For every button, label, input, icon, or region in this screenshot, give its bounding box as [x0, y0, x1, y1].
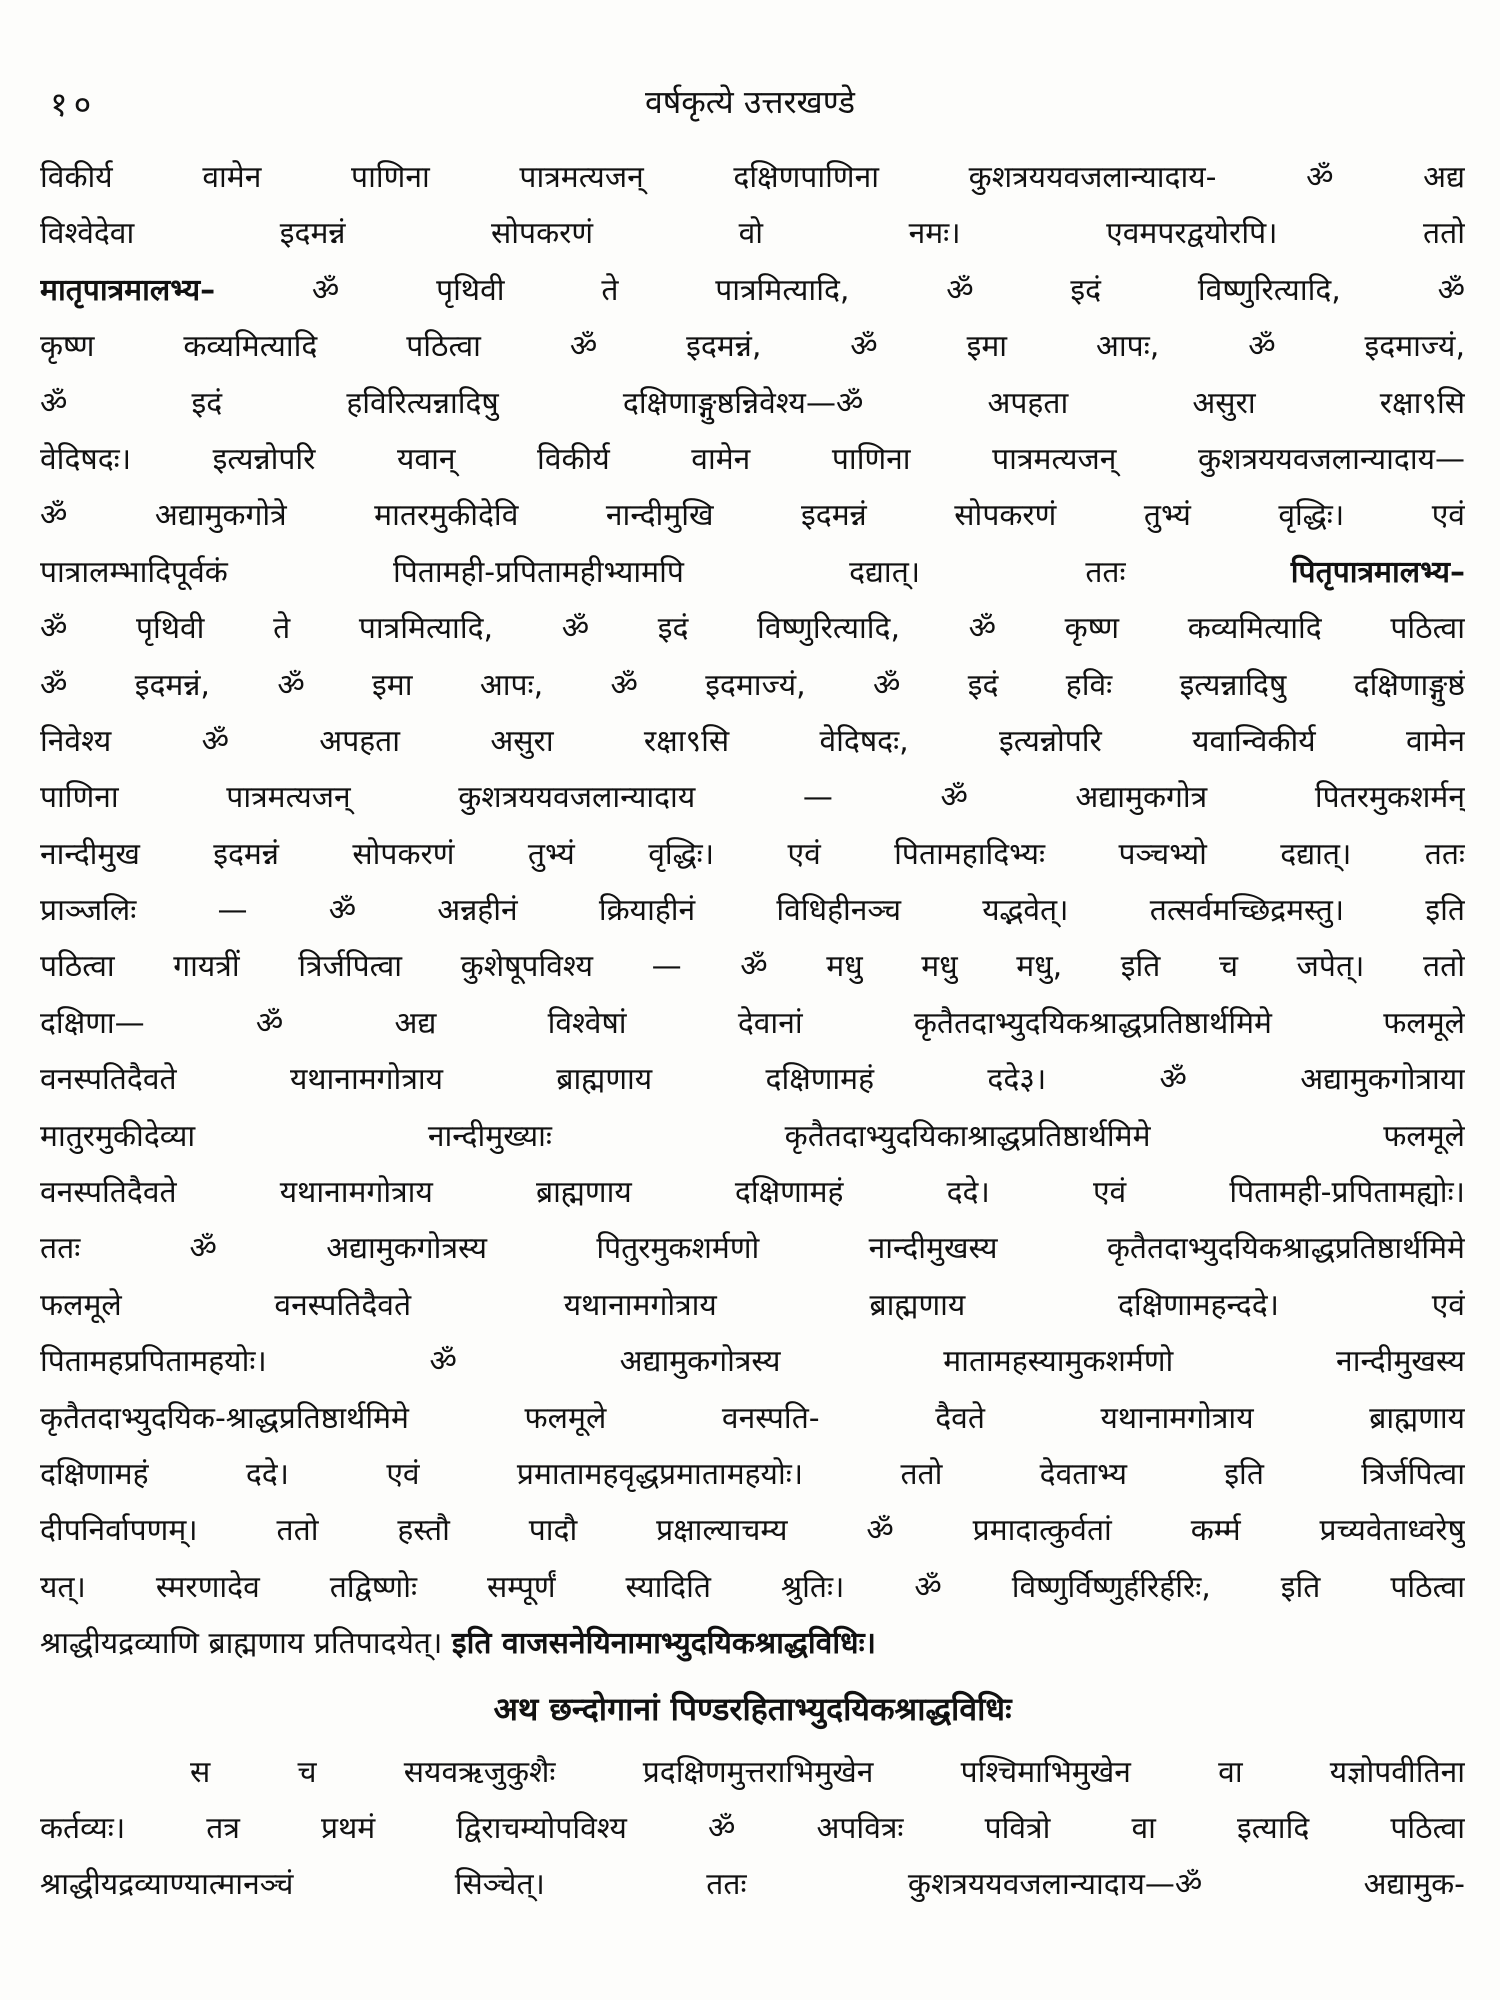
text-line: ॐ इदमन्नं, ॐ इमा आपः, ॐ इदमाज्यं, ॐ इदं हविः इत्यन्नादिषु दक्षिणाङ्गुष्ठं [40, 667, 1465, 703]
text-line: पठित्वा गायत्रीं त्रिर्जपित्वा कुशेषूपविश्य — ॐ मधु मधु मधु, इति च जपेत्। ततो [40, 949, 1465, 985]
body-text [40, 150, 1465, 1914]
text-line: ततः ॐ अद्यामुकगोत्रस्य पितुरमुकशर्मणो नान्दीमुखस्य कृतैतदाभ्युदयिकश्राद्धप्रतिष्ठार्थमिमे [40, 1231, 1465, 1267]
text-line: विश्वेदेवा इदमन्नं सोपकरणं वो नमः। एवमपरद्वयोरपि। ततो [40, 216, 1465, 252]
text-line: पितामहप्रपितामहयोः। ॐ अद्यामुकगोत्रस्य मातामहस्यामुकशर्मणो नान्दीमुखस्य [40, 1344, 1465, 1380]
text-line: नान्दीमुख इदमन्नं सोपकरणं तुभ्यं वृद्धिः। एवं पितामहादिभ्यः पञ्चभ्यो दद्यात्। ततः [40, 836, 1465, 872]
text-line: ॐ अद्यामुकगोत्रे मातरमुकीदेवि नान्दीमुखि इदमन्नं सोपकरणं तुभ्यं वृद्धिः। एवं [40, 498, 1465, 534]
subheading-pitri-patra: पितृपात्रमालभ्य– [1290, 554, 1465, 590]
text-line: पाणिना पात्रमत्यजन् कुशत्रययवजलान्यादाय — ॐ अद्यामुकगोत्र पितरमुकशर्मन् [40, 780, 1465, 816]
text-line: निवेश्य ॐ अपहता असुरा रक्षा९सि वेदिषदः, इत्यन्नोपरि यवान्विकीर्य वामेन [40, 723, 1465, 759]
text-line: फलमूले वनस्पतिदैवते यथानामगोत्राय ब्राह्मणाय दक्षिणामहन्ददे। एवं [40, 1287, 1465, 1323]
text-line [40, 263, 1465, 319]
text-line: मातुरमुकीदेव्या नान्दीमुख्याः कृतैतदाभ्युदयिकाश्राद्धप्रतिष्ठार्थमिमे फलमूले [40, 1118, 1465, 1154]
text-span: ॐ पृथिवी ते पात्रमित्यादि, ॐ इदं विष्णुरित्यादि, ॐ [215, 272, 1465, 308]
text-line [40, 1616, 1465, 1672]
text-line: स च सयवऋजुकुशैः प्रदक्षिणमुत्तराभिमुखेन पश्चिमाभिमुखेन वा यज्ञोपवीतिना [190, 1754, 1465, 1790]
text-line: कर्तव्यः। तत्र प्रथमं द्विराचम्योपविश्य ॐ अपवित्रः पवित्रो वा इत्यादि पठित्वा [40, 1810, 1465, 1846]
subheading-matri-patra: मातृपात्रमालभ्य– [40, 272, 216, 308]
text-line: वेदिषदः। इत्यन्नोपरि यवान् विकीर्य वामेन पाणिना पात्रमत्यजन् कुशत्रययवजलान्यादाय— [40, 441, 1465, 477]
text-line: वनस्पतिदैवते यथानामगोत्राय ब्राह्मणाय दक्षिणामहं ददे। एवं पितामही-प्रपितामह्योः। [40, 1175, 1465, 1211]
text-line: दीपनिर्वापणम्। ततो हस्तौ पादौ प्रक्षाल्याचम्य ॐ प्रमादात्कुर्वतां कर्म्म प्रच्यवेताध्वरेषु [40, 1513, 1465, 1549]
section-colophon: इति वाजसनेयिनामाभ्युदयिकश्राद्धविधिः। [451, 1626, 877, 1662]
page-header [40, 80, 1460, 140]
text-line: विकीर्य वामेन पाणिना पात्रमत्यजन् दक्षिणपाणिना कुशत्रययवजलान्यादाय- ॐ अद्य [40, 160, 1465, 195]
text-line: दक्षिणामहं ददे। एवं प्रमातामहवृद्धप्रमातामहयोः। ततो देवताभ्य इति त्रिर्जपित्वा [40, 1456, 1465, 1492]
text-line: कृष्ण कव्यमित्यादि पठित्वा ॐ इदमन्नं, ॐ इमा आपः, ॐ इदमाज्यं, [40, 329, 1465, 365]
section-heading: अथ छन्दोगानां पिण्डरहिताभ्युदयिकश्राद्धविधिः [493, 1689, 1012, 1728]
text-line [40, 545, 1465, 601]
text-line: यत्। स्मरणादेव तद्विष्णोः सम्पूर्णं स्यादिति श्रुतिः। ॐ विष्णुर्विष्णुर्हरिर्हरिः, इति पठित्वा [40, 1569, 1465, 1605]
text-line: ॐ पृथिवी ते पात्रमित्यादि, ॐ इदं विष्णुरित्यादि, ॐ कृष्ण कव्यमित्यादि पठित्वा [40, 611, 1465, 647]
text-span: पात्रालम्भादिपूर्वकं पितामही-प्रपितामहीभ्यामपि दद्यात्। ततः [40, 554, 1291, 590]
text-line: प्राञ्जलिः — ॐ अन्नहीनं क्रियाहीनं विधिहीनञ्च यद्भवेत्। तत्सर्वमच्छिद्रमस्तु। इति [40, 893, 1465, 929]
text-line: वनस्पतिदैवते यथानामगोत्राय ब्राह्मणाय दक्षिणामहं ददे३। ॐ अद्यामुकगोत्राया [40, 1062, 1465, 1098]
text-line: कृतैतदाभ्युदयिक-श्राद्धप्रतिष्ठार्थमिमे फलमूले वनस्पति- दैवते यथानामगोत्राय ब्राह्मणाय [40, 1400, 1465, 1436]
text-line: दक्षिणा— ॐ अद्य विश्वेषां देवानां कृतैतदाभ्युदयिकश्राद्धप्रतिष्ठार्थमिमे फलमूले [40, 1005, 1465, 1041]
text-line: ॐ इदं हविरित्यन्नादिषु दक्षिणाङ्गुष्ठन्निवेश्य—ॐ अपहता असुरा रक्षा९सि [40, 385, 1465, 421]
text-line: श्राद्धीयद्रव्याण्यात्मानञ्चं सिञ्चेत्। ततः कुशत्रययवजलान्यादाय—ॐ अद्यामुक- [40, 1867, 1465, 1903]
running-head: वर्षकृत्ये उत्तरखण्डे [644, 83, 856, 121]
page-number: १० [50, 85, 98, 125]
text-span: श्राद्धीयद्रव्याणि ब्राह्मणाय प्रतिपादयेत्। [40, 1626, 452, 1662]
